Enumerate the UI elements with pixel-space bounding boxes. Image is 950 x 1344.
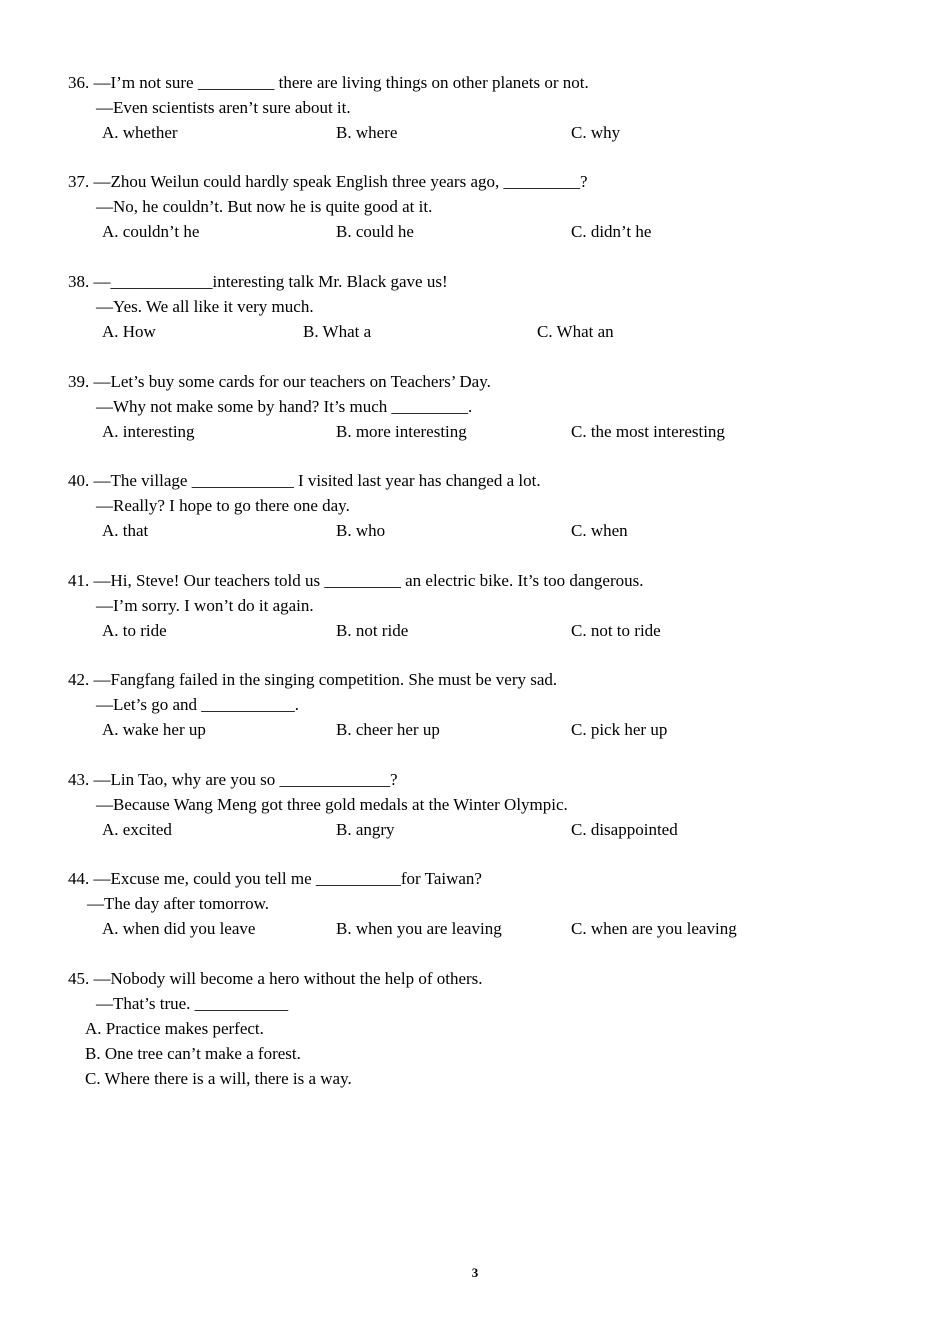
option-a[interactable]: A. to ride [102, 621, 167, 640]
option-c[interactable]: C. why [571, 123, 621, 142]
question-41 [68, 568, 888, 643]
question-reply: —Let’s go and ___________. [96, 695, 300, 714]
options-row [68, 419, 888, 444]
question-45 [68, 966, 888, 1091]
option-b[interactable]: B. could he [336, 222, 414, 241]
option-c[interactable]: C. when are you leaving [571, 919, 737, 938]
option-b[interactable]: B. where [336, 123, 398, 142]
question-reply: —Yes. We all like it very much. [96, 297, 314, 316]
option-b[interactable]: B. What a [303, 322, 372, 341]
question-prompt: 39. —Let’s buy some cards for our teachers on Teachers’ Day. [68, 372, 491, 391]
option-a[interactable]: A. when did you leave [102, 919, 256, 938]
question-prompt: 38. —____________interesting talk Mr. Black gave us! [68, 272, 448, 291]
option-b[interactable]: B. angry [336, 820, 395, 839]
option-c[interactable]: C. not to ride [571, 621, 661, 640]
question-44 [68, 866, 888, 941]
question-prompt: 40. —The village ____________ I visited last year has changed a lot. [68, 471, 541, 490]
options-row [68, 717, 888, 742]
options-row [68, 518, 888, 543]
question-prompt: 44. —Excuse me, could you tell me __________for Taiwan? [68, 869, 482, 888]
question-43 [68, 767, 888, 842]
options-row [68, 817, 888, 842]
option-c[interactable]: C. didn’t he [571, 222, 652, 241]
option-a[interactable]: A. interesting [102, 422, 195, 441]
question-reply: —The day after tomorrow. [87, 894, 270, 913]
option-b[interactable]: B. when you are leaving [336, 919, 502, 938]
option-b[interactable]: B. cheer her up [336, 720, 440, 739]
option-a[interactable]: A. excited [102, 820, 172, 839]
question-37 [68, 169, 888, 244]
question-39 [68, 369, 888, 444]
option-a[interactable]: A. whether [102, 123, 178, 142]
options-row [68, 219, 888, 244]
question-reply: —That’s true. ___________ [96, 994, 289, 1013]
option-a[interactable]: A. wake her up [102, 720, 206, 739]
question-40 [68, 468, 888, 543]
options-row [68, 916, 888, 941]
question-prompt: 42. —Fangfang failed in the singing competition. She must be very sad. [68, 670, 558, 689]
question-prompt: 45. —Nobody will become a hero without the help of others. [68, 969, 483, 988]
option-b[interactable]: B. more interesting [336, 422, 467, 441]
option-b[interactable]: B. One tree can’t make a forest. [85, 1044, 301, 1063]
question-42 [68, 667, 888, 742]
option-a[interactable]: A. that [102, 521, 149, 540]
question-prompt: 36. —I’m not sure _________ there are living things on other planets or not. [68, 73, 589, 92]
question-reply: —No, he couldn’t. But now he is quite good at it. [96, 197, 433, 216]
option-b[interactable]: B. who [336, 521, 386, 540]
option-b[interactable]: B. not ride [336, 621, 409, 640]
question-38 [68, 269, 888, 344]
question-prompt: 37. —Zhou Weilun could hardly speak English three years ago, _________? [68, 172, 588, 191]
option-c[interactable]: C. pick her up [571, 720, 668, 739]
question-36 [68, 70, 888, 145]
question-prompt: 41. —Hi, Steve! Our teachers told us _________ an electric bike. It’s too dangerous. [68, 571, 644, 590]
options-row [68, 319, 888, 344]
option-a[interactable]: A. Practice makes perfect. [85, 1019, 264, 1038]
option-c[interactable]: C. the most interesting [571, 422, 725, 441]
question-reply: —Really? I hope to go there one day. [96, 496, 350, 515]
option-c[interactable]: C. What an [537, 322, 614, 341]
option-c[interactable]: C. Where there is a will, there is a way. [85, 1069, 352, 1088]
question-reply: —Why not make some by hand? It’s much _________. [96, 397, 473, 416]
question-reply: —Even scientists aren’t sure about it. [96, 98, 351, 117]
option-c[interactable]: C. when [571, 521, 628, 540]
option-a[interactable]: A. How [102, 322, 156, 341]
option-a[interactable]: A. couldn’t he [102, 222, 200, 241]
options-row [68, 120, 888, 145]
options-row [68, 618, 888, 643]
option-c[interactable]: C. disappointed [571, 820, 678, 839]
page-number: 3 [471, 1265, 479, 1280]
question-reply: —I’m sorry. I won’t do it again. [96, 596, 314, 615]
question-prompt: 43. —Lin Tao, why are you so _____________? [68, 770, 398, 789]
question-reply: —Because Wang Meng got three gold medals at the Winter Olympic. [96, 795, 568, 814]
